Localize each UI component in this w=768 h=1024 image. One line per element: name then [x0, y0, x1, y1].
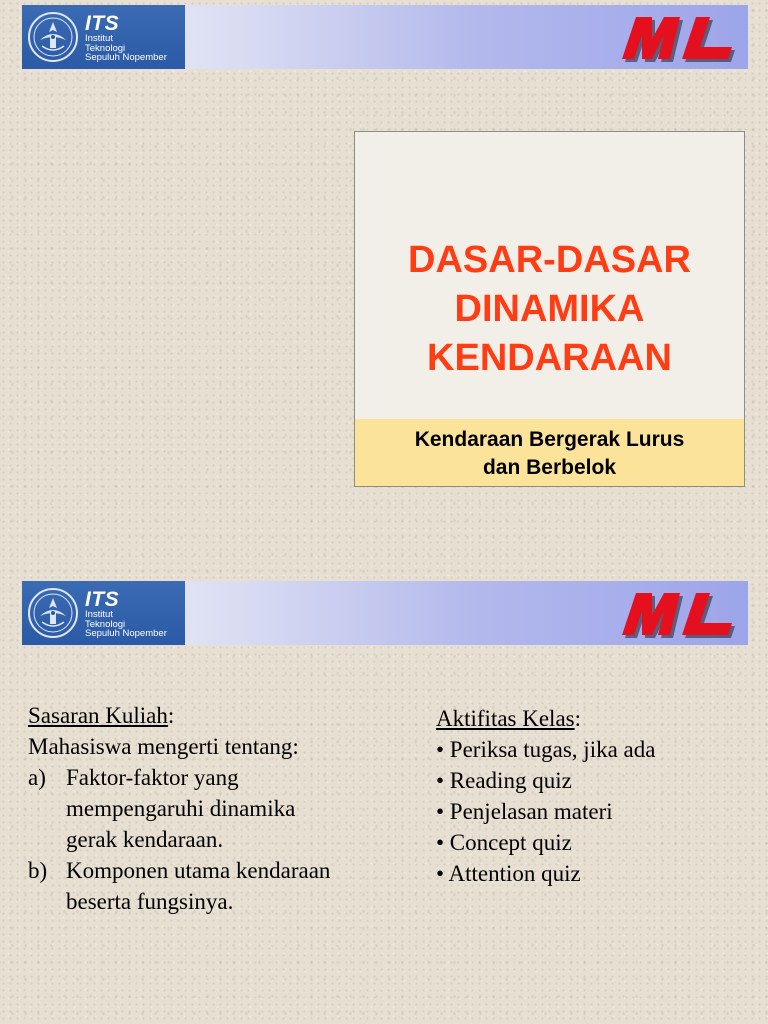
list-item: • Concept quiz: [436, 830, 572, 855]
institution-line: Sepuluh Nopember: [85, 628, 167, 639]
activities-heading-colon: :: [574, 706, 581, 731]
list-item: • Penjelasan materi: [436, 799, 613, 824]
title-line: KENDARAAN: [427, 337, 672, 379]
list-item: • Periksa tugas, jika ada: [436, 737, 656, 762]
slide-title: [355, 236, 744, 383]
list-item: [28, 855, 378, 917]
item-line: gerak kendaraan.: [66, 827, 224, 852]
slide-subtitle: [355, 419, 744, 486]
item-line: mempengaruhi dinamika: [66, 796, 296, 821]
list-marker: a): [28, 765, 46, 790]
class-activities: [436, 703, 756, 889]
institution-line: Institut: [85, 609, 113, 620]
institution-full-name: [85, 610, 167, 639]
wm-logo-icon: [620, 587, 742, 639]
institution-short: ITS: [85, 588, 120, 611]
institution-short: ITS: [85, 12, 120, 35]
title-line: DASAR-DASAR: [408, 239, 691, 281]
subtitle-line: dan Berbelok: [482, 456, 617, 479]
list-item: • Reading quiz: [436, 768, 572, 793]
its-logo: [22, 581, 185, 645]
its-wordmark: [85, 590, 167, 639]
item-line: Komponen utama kendaraan: [66, 858, 331, 883]
its-logo: [22, 5, 185, 69]
item-line: Faktor-faktor yang: [66, 765, 239, 790]
institution-full-name: [85, 34, 167, 63]
activities-heading: Aktifitas Kelas: [436, 706, 575, 731]
header-banner: [22, 581, 748, 645]
institution-line: Institut: [85, 33, 113, 44]
institution-line: Sepuluh Nopember: [85, 52, 167, 63]
wm-logo-icon: [620, 11, 742, 63]
goals-heading: Sasaran Kuliah: [28, 703, 168, 728]
list-item: [28, 762, 378, 855]
header-banner: [22, 5, 748, 69]
institution-line: Teknologi: [85, 42, 126, 54]
its-seal-icon: [26, 586, 80, 640]
its-seal-icon: [26, 10, 80, 64]
institution-line: Teknologi: [85, 618, 126, 630]
its-wordmark: [85, 14, 167, 63]
subtitle-line: Kendaraan Bergerak Lurus: [414, 428, 685, 451]
title-card: [354, 131, 745, 487]
activities-heading-row: [436, 703, 756, 734]
list-item: • Attention quiz: [436, 861, 581, 886]
list-marker: b): [28, 858, 48, 883]
learning-goals: [28, 700, 378, 917]
goals-heading-colon: :: [167, 703, 175, 728]
goals-intro: Mahasiswa mengerti tentang:: [28, 734, 299, 759]
item-line: beserta fungsinya.: [66, 889, 234, 914]
title-line: DINAMIKA: [454, 288, 645, 330]
goals-heading-row: [28, 700, 378, 731]
